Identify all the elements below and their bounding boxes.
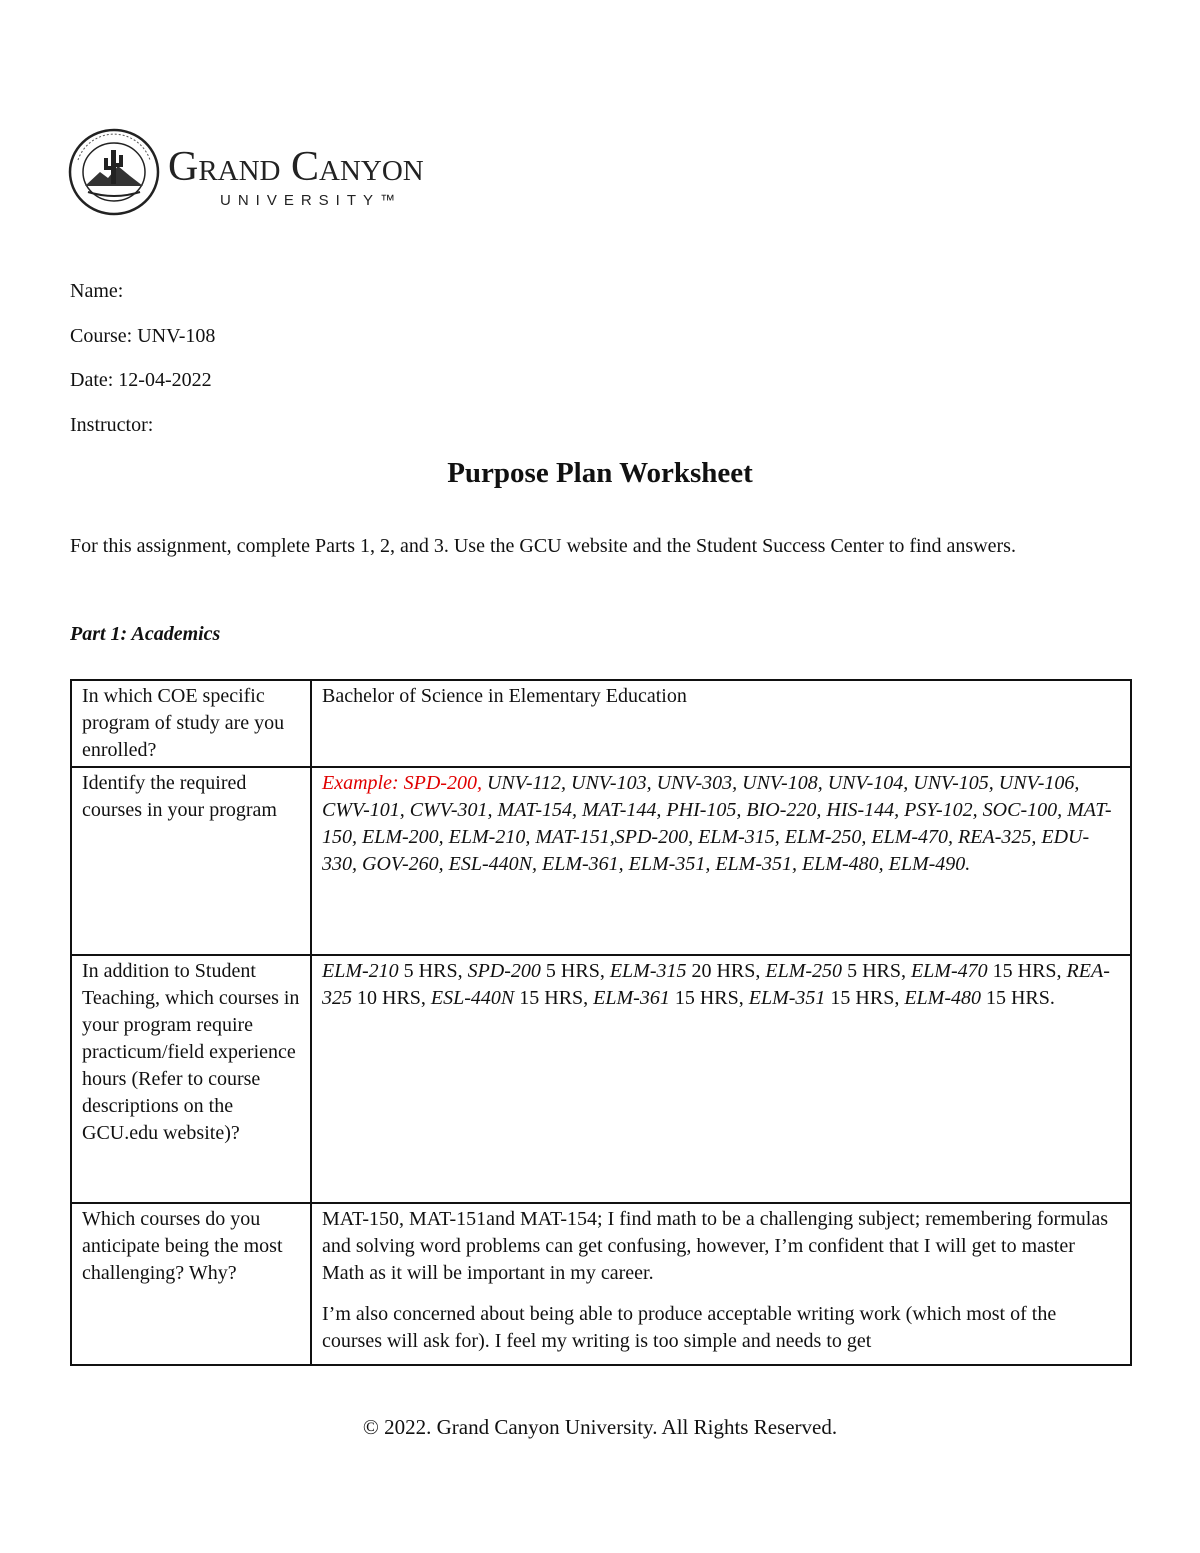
table-row bbox=[71, 1203, 1131, 1365]
course-hours: 15 HRS, bbox=[987, 960, 1067, 982]
part1-heading: Part 1: Academics bbox=[70, 623, 221, 645]
university-seal-icon bbox=[68, 128, 160, 216]
course-code: ELM-470 bbox=[910, 960, 988, 982]
course-code: ELM-480 bbox=[904, 987, 981, 1009]
course-code: ELM-315 bbox=[609, 960, 687, 982]
course-hours: 15 HRS, bbox=[669, 987, 749, 1009]
answer-cell bbox=[311, 955, 1131, 1203]
question-cell: Identify the required courses in your program bbox=[71, 767, 311, 955]
answer-paragraph: I’m also concerned about being able to produce acceptable writing work (which most of the courses will ask for). I feel my writing is too simple and needs to get bbox=[322, 1303, 1057, 1352]
course-code: SPD-200 bbox=[467, 960, 541, 982]
course-code: REA-325 bbox=[322, 960, 1110, 1009]
course-code: ESL-440N bbox=[430, 987, 515, 1009]
answer-cell bbox=[311, 1203, 1131, 1365]
intro-paragraph: For this assignment, complete Parts 1, 2, and 3. Use the GCU website and the Student Success Center to find answers. bbox=[70, 535, 1016, 557]
question-cell: In which COE specific program of study are you enrolled? bbox=[71, 680, 311, 767]
name-field: Name: bbox=[70, 280, 124, 302]
date-field: Date: 12-04-2022 bbox=[70, 369, 212, 391]
question-cell: In addition to Student Teaching, which courses in your program require practicum/field experience hours (Refer to course descriptions on the GCU.edu website)? bbox=[71, 955, 311, 1203]
course-hours: 5 HRS, bbox=[540, 960, 610, 982]
course-hours: 15 HRS, bbox=[825, 987, 905, 1009]
answer-cell: Bachelor of Science in Elementary Education bbox=[311, 680, 1131, 767]
table-row bbox=[71, 767, 1131, 955]
example-label: Example: SPD-200, bbox=[322, 772, 482, 794]
table-row bbox=[71, 955, 1131, 1203]
course-code: ELM-351 bbox=[748, 987, 826, 1009]
academics-table bbox=[70, 679, 1132, 1366]
answer-paragraph: MAT-150, MAT-151and MAT-154; I find math to be a challenging subject; remembering formulas and solving word problems can get confusing, however, I’m confident that I will get to master Math as it will be important in my career. bbox=[322, 1208, 1108, 1284]
logo-wordmark: Grand Canyon bbox=[168, 144, 424, 190]
university-logo bbox=[68, 128, 488, 216]
course-hours: 15 HRS, bbox=[514, 987, 594, 1009]
course-field: Course: UNV-108 bbox=[70, 325, 216, 347]
course-code: ELM-361 bbox=[593, 987, 670, 1009]
page-title: Purpose Plan Worksheet bbox=[447, 457, 753, 489]
course-hours: 15 HRS. bbox=[980, 987, 1055, 1009]
logo-subtitle: UNIVERSITY™ bbox=[220, 192, 403, 209]
course-code: ELM-210 bbox=[322, 960, 399, 982]
course-code: ELM-250 bbox=[765, 960, 843, 982]
required-courses-list: UNV-112, UNV-103, UNV-303, UNV-108, UNV-104, UNV-105, UNV-106, CWV-101, CWV-301, MAT-154, MAT-144, PHI-105, BIO-220, HIS-144, PSY-102, SOC-100, MAT-150, ELM-200, ELM-210, MAT-151,SPD-200, ELM-315, ELM-250, ELM-470, REA-325, EDU-330, GOV-260, ESL-440N, ELM-361, ELM-351, ELM-351, ELM-480, ELM-490. bbox=[322, 772, 1112, 875]
course-hours: 10 HRS, bbox=[352, 987, 431, 1009]
answer-cell bbox=[311, 767, 1131, 955]
course-hours: 5 HRS, bbox=[398, 960, 468, 982]
instructor-field: Instructor: bbox=[70, 414, 154, 436]
course-hours: 5 HRS, bbox=[842, 960, 911, 982]
question-cell: Which courses do you anticipate being the most challenging? Why? bbox=[71, 1203, 311, 1365]
copyright-footer: © 2022. Grand Canyon University. All Rights Reserved. bbox=[362, 1415, 838, 1439]
course-hours: 20 HRS, bbox=[686, 960, 766, 982]
table-row bbox=[71, 680, 1131, 767]
